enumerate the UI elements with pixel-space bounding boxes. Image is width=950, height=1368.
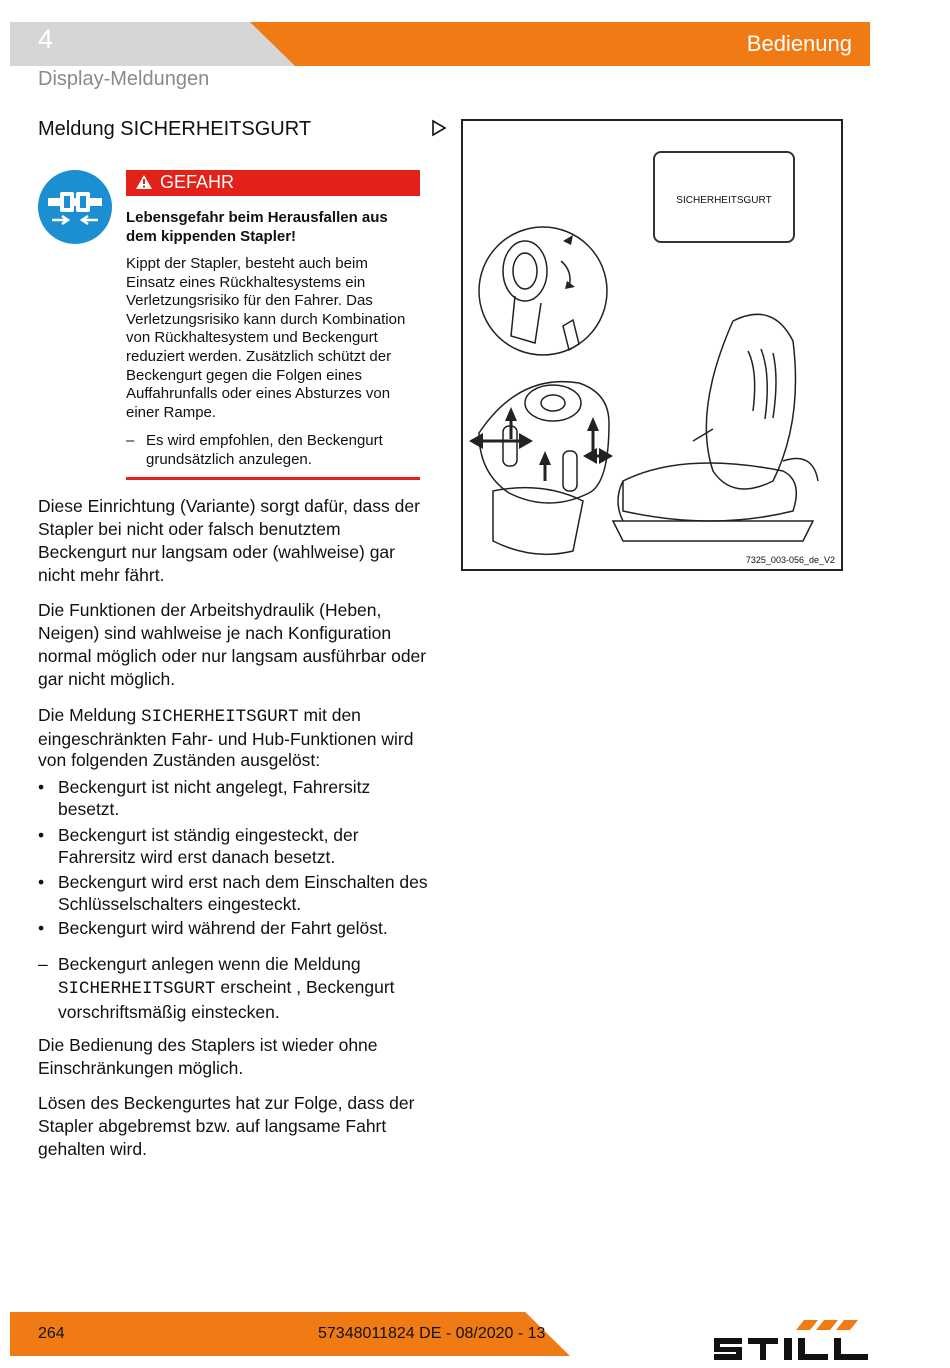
list-item-text: Beckengurt wird erst nach dem Einschalten des Schlüsselschalters eingesteckt.: [58, 872, 428, 914]
danger-body: Kippt der Stapler, besteht auch beim Einsatz eines Rückhaltesystems ein Verletzungsrisiko für den Fahrer. Das Verletzungsrisiko kann durch Kombination von Rückhaltesystem und Beckengurt reduziert werden. Zusätzlich schützt der Beckengurt gegen die Folgen eines Auffahrunfalls oder eines Absturzes von einer Rampe.: [126, 255, 406, 421]
section-title: Display-Meldungen: [38, 68, 210, 90]
danger-headline: Lebensgefahr beim Herausfallen aus dem kippenden Stapler!: [126, 209, 388, 245]
danger-action-text: Es wird empfohlen, den Beckengurt grundsätzlich anzulegen.: [146, 432, 383, 468]
chapter-number: 4: [38, 24, 54, 54]
paragraph: Diese Einrichtung (Variante) sorgt dafür, dass der Stapler bei nicht oder falsch benutztem Beckengurt nur langsam oder (wahlweise) gar nicht mehr fährt.: [38, 496, 420, 585]
action-text: [58, 953, 428, 1024]
danger-divider: [126, 477, 420, 480]
bullet-marker: •: [38, 918, 45, 938]
paragraph: Lösen des Beckengurtes hat zur Folge, dass der Stapler abgebremst bzw. auf langsame Fahrt gehalten wird.: [38, 1093, 415, 1159]
still-logo: [712, 1316, 872, 1362]
seatbelt-mandatory-icon: [38, 170, 112, 244]
figure-code: 7325_003-056_de_V2: [745, 555, 835, 565]
next-arrow-icon: [431, 119, 447, 142]
paragraph: Die Funktionen der Arbeitshydraulik (Heben, Neigen) sind wahlweise je nach Konfiguration normal möglich oder nur langsam ausführbar oder gar nicht möglich.: [38, 600, 427, 689]
bullet-marker: •: [38, 825, 45, 845]
paragraph: Die Bedienung des Staplers ist wieder ohne Einschränkungen möglich.: [38, 1035, 378, 1078]
list-item-text: Beckengurt ist nicht angelegt, Fahrersitz besetzt.: [58, 777, 371, 819]
message-code: SICHERHEITSGURT: [58, 979, 216, 999]
text: mit den eingeschränkten Fahr- und Hub-Funktionen wird von folgenden Zuständen ausgelöst:: [38, 705, 414, 770]
message-code: SICHERHEITSGURT: [141, 707, 299, 727]
list-item-text: Beckengurt ist ständig eingesteckt, der Fahrersitz wird erst danach besetzt.: [58, 825, 359, 867]
page-title: Meldung SICHERHEITSGURT: [38, 118, 312, 140]
page-number: 264: [38, 1325, 65, 1342]
bullet-marker: •: [38, 872, 45, 892]
text: erscheint , Beckengurt vorschriftsmäßig einstecken.: [58, 977, 395, 1022]
display-message: SICHERHEITSGURT: [676, 195, 772, 206]
dash-marker: –: [126, 432, 135, 449]
danger-header: [126, 170, 420, 196]
paragraph: [38, 705, 428, 772]
operator-seat-illustration: [463, 121, 841, 569]
dash-marker: –: [38, 954, 48, 974]
figure-frame: [461, 119, 843, 571]
chapter-title: Bedienung: [746, 31, 852, 56]
warning-triangle-icon: [135, 174, 153, 195]
text: Beckengurt anlegen wenn die Meldung: [58, 954, 361, 974]
bullet-marker: •: [38, 777, 45, 797]
danger-label: GEFAHR: [160, 172, 235, 192]
document-id: 57348011824 DE - 08/2020 - 13: [318, 1325, 546, 1342]
list-item-text: Beckengurt wird während der Fahrt gelöst.: [58, 918, 388, 938]
text: Die Meldung: [38, 705, 142, 725]
